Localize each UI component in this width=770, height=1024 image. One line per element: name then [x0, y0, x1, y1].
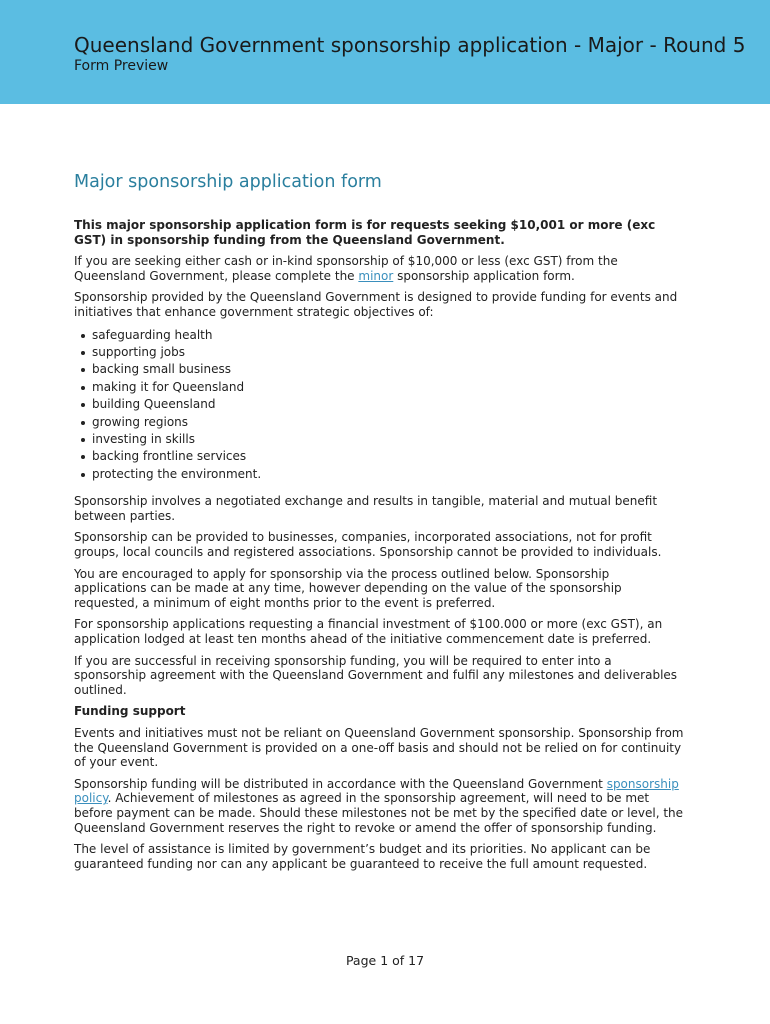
list-item: growing regions — [92, 414, 684, 431]
limited-assistance-paragraph: The level of assistance is limited by government’s budget and its priorities. No applicant can be guaranteed funding nor can any applicant be guaranteed to receive the full amount requested. — [74, 842, 651, 871]
policy-paragraph — [74, 777, 684, 835]
list-item: backing frontline services — [92, 448, 684, 465]
minor-text-after: sponsorship application form. — [393, 268, 575, 283]
funding-support-heading: Funding support — [74, 704, 186, 719]
list-item: making it for Queensland — [92, 379, 684, 396]
reliant-paragraph: Events and initiatives must not be reliant on Queensland Government sponsorship. Sponsorship from the Queensland Government is provided on a one-off basis and should not be relied on for continuity of your event. — [74, 725, 684, 770]
form-title: Queensland Government sponsorship application - Major - Round 5 — [74, 33, 746, 57]
policy-text-after: . Achievement of milestones as agreed in the sponsorship agreement, will need to be met before payment can be made. Should these milestones not be met by the specified date or level, the Queensland Government reserves the right to revoke or amend the offer of sponsorship funding. — [74, 791, 684, 835]
apply-paragraph: You are encouraged to apply for sponsorship via the process outlined below. Sponsorship applications can be made at any time, however depending on the value of the sponsorship requested, a minimum of eight months prior to the event is preferred. — [74, 566, 622, 610]
list-item: building Queensland — [92, 396, 684, 413]
sponsorship-policy-link[interactable]: sponsorship policy — [74, 776, 679, 806]
minor-form-link[interactable]: minor — [358, 268, 394, 283]
list-item: protecting the environment. — [92, 466, 684, 483]
policy-text-before: Sponsorship funding will be distributed in accordance with the Queensland Government — [74, 776, 607, 791]
exchange-paragraph: Sponsorship involves a negotiated exchange and results in tangible, material and mutual benefit between parties. — [74, 494, 658, 523]
list-item: supporting jobs — [92, 344, 684, 361]
agreement-paragraph: If you are successful in receiving sponsorship funding, you will be required to enter into a sponsorship agreement with the Queensland Government and fulfil any milestones and deliverables outlined. — [74, 653, 678, 697]
form-preview-label: Form Preview — [74, 58, 169, 74]
page-title: Major sponsorship application form — [74, 172, 382, 192]
header-banner — [0, 0, 770, 104]
list-item: safeguarding health — [92, 327, 684, 344]
eligibility-paragraph: Sponsorship can be provided to businesses, companies, incorporated associations, not for profit groups, local councils and registered associations. Sponsorship cannot be provided to individuals. — [74, 530, 662, 559]
ten-months-paragraph: For sponsorship applications requesting a financial investment of $100.000 or more (exc GST), an application lodged at least ten months ahead of the initiative commencement date is preferred. — [74, 617, 663, 646]
form-content — [74, 168, 684, 878]
objectives-intro: Sponsorship provided by the Queensland Government is designed to provide funding for events and initiatives that enhance government strategic objectives of: — [74, 290, 678, 319]
list-item: backing small business — [92, 361, 684, 378]
objectives-list — [74, 327, 684, 484]
list-item: investing in skills — [92, 431, 684, 448]
page-number: Page 1 of 17 — [345, 953, 425, 968]
minor-text-before: If you are seeking either cash or in-kind sponsorship of $10,000 or less (exc GST) from the Queensland Government, please complete the — [74, 254, 618, 283]
intro-bold-paragraph: This major sponsorship application form is for requests seeking $10,001 or more (exc GST) in sponsorship funding from the Queensland Government. — [74, 218, 656, 247]
minor-form-paragraph — [74, 254, 684, 283]
